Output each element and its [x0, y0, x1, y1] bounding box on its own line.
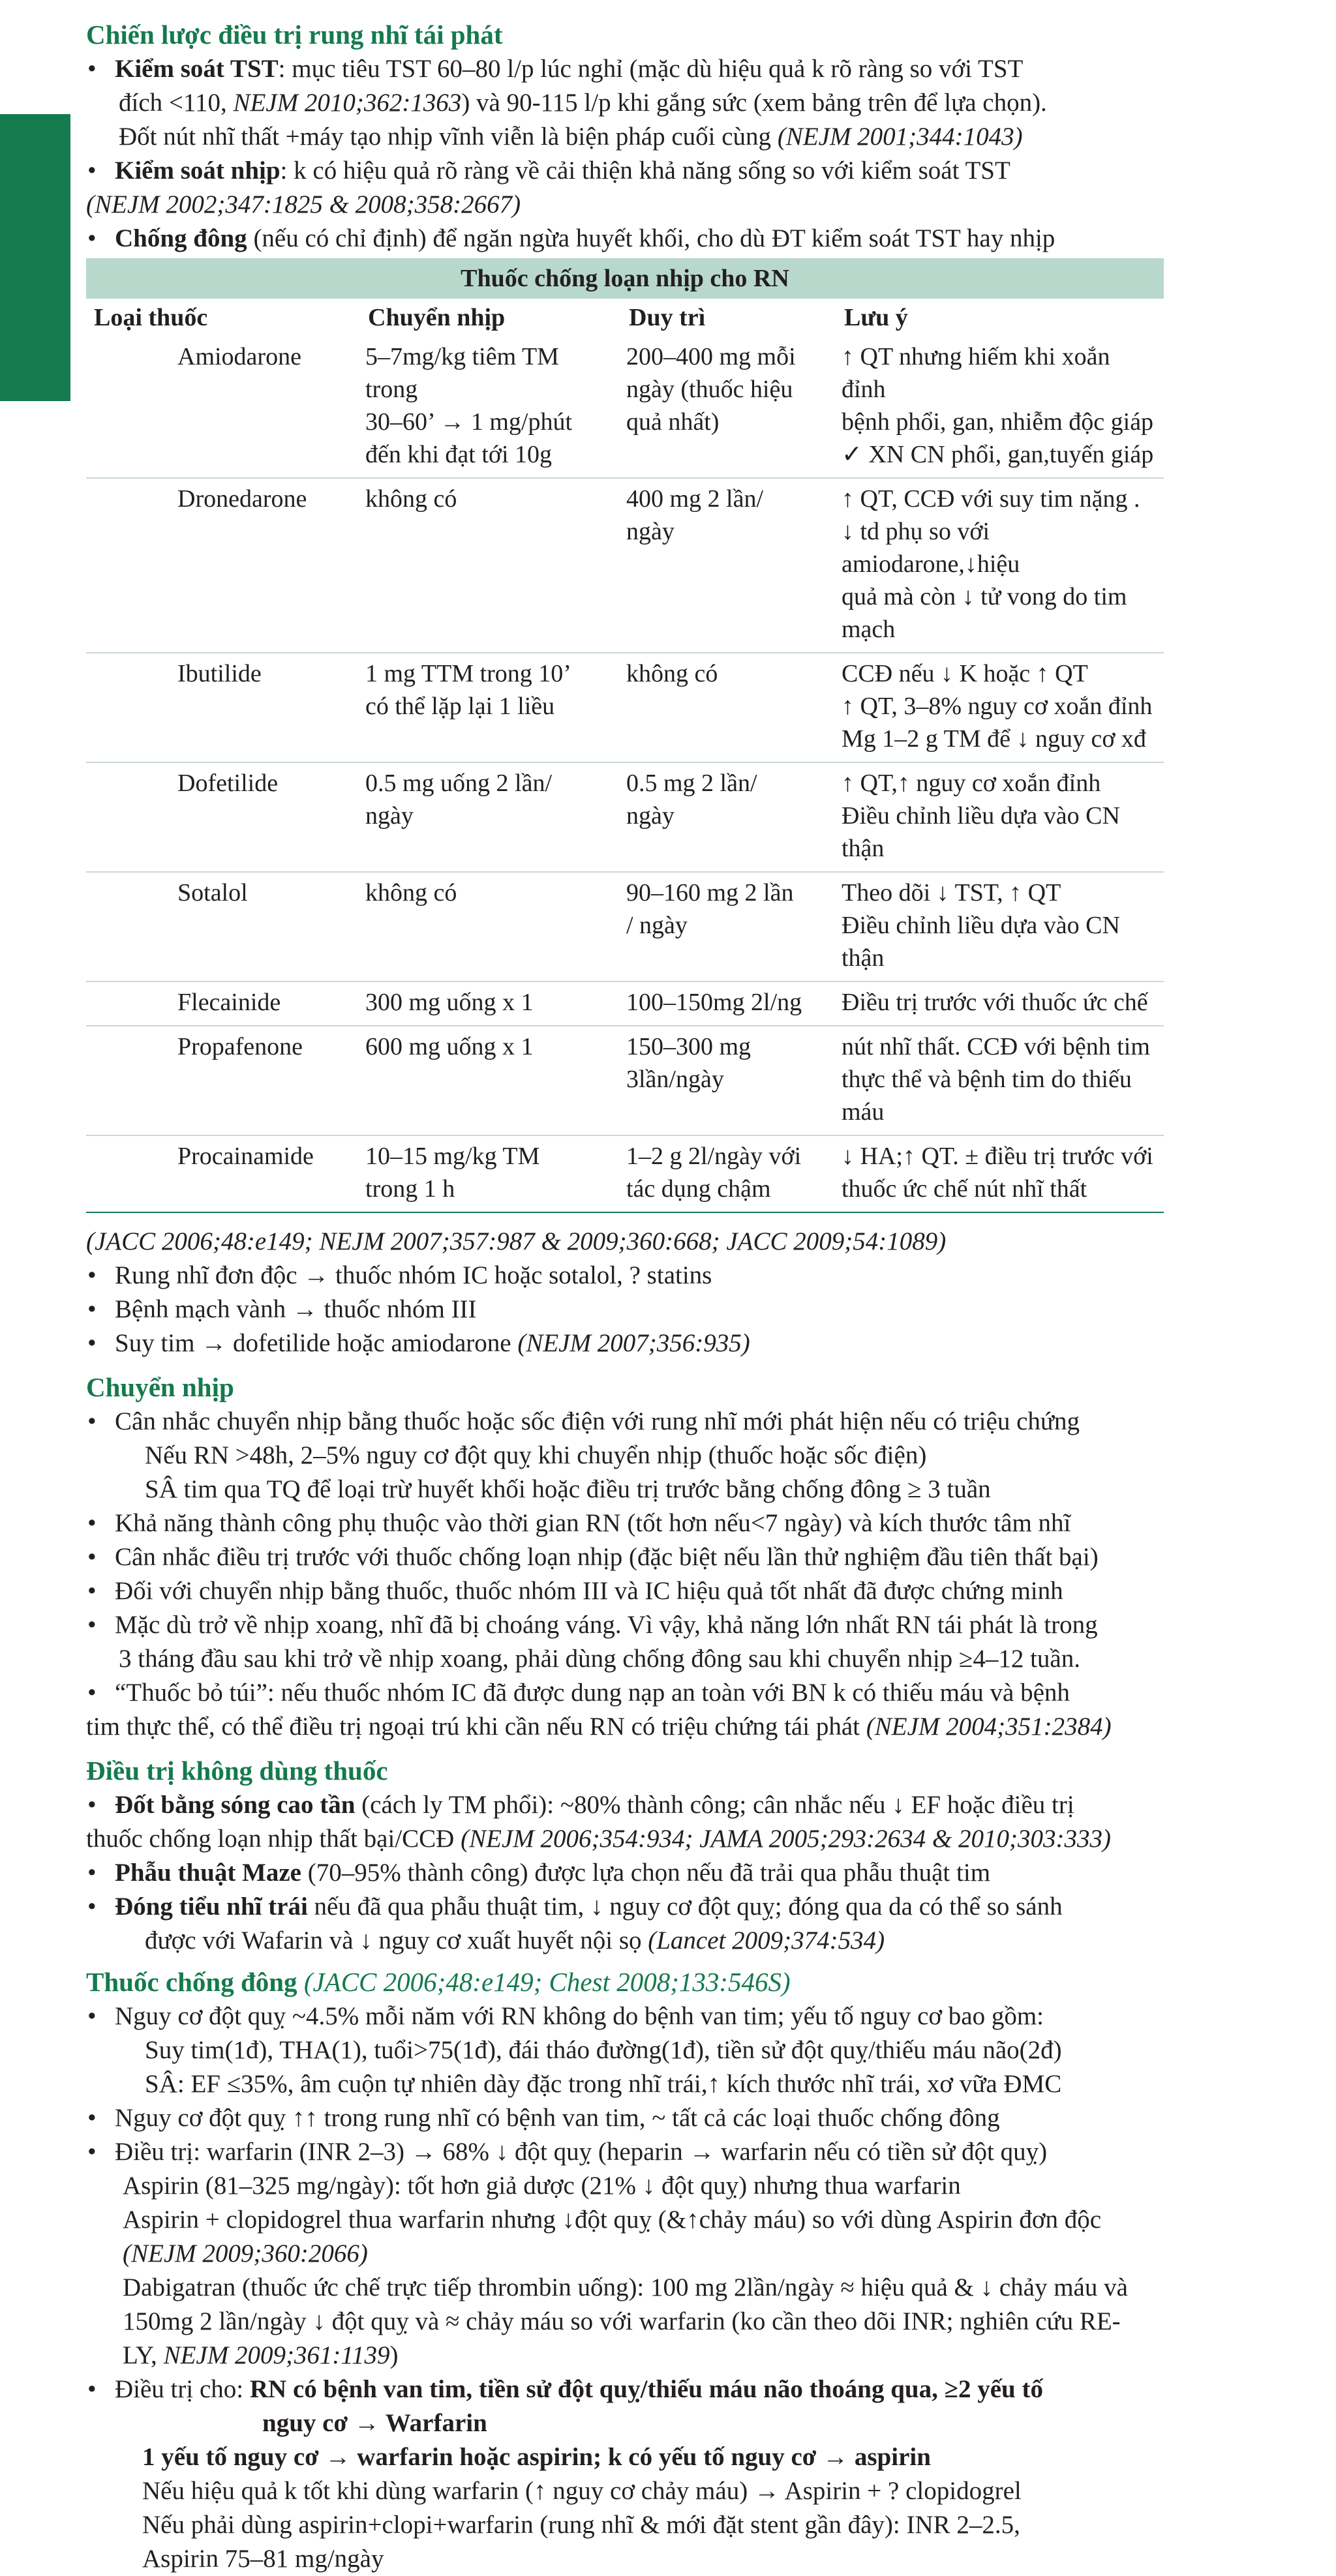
maintenance-dose: [621, 337, 836, 478]
choice-lone-af: • Rung nhĩ đơn độc → thuốc nhóm IC hoặc sotalol, ? statins: [86, 1259, 1319, 1293]
cell-line: 200–400 mg mỗi: [626, 343, 796, 370]
col-header-notes: Lưu ý: [836, 299, 1164, 337]
list-item: • Điều trị: warfarin (INR 2–3) → 68% ↓ đột quỵ (heparin → warfarin nếu có tiền sử đột quỵ): [86, 2135, 1319, 2169]
chapter-tab-marker: [0, 114, 70, 401]
col-header-conversion: Chuyển nhịp: [360, 299, 621, 337]
table-row: [86, 653, 1164, 762]
conversion-dose: [360, 653, 621, 762]
cell-line: Điều trị trước với thuốc ức chế: [842, 989, 1148, 1016]
antiarrhythmic-table: [86, 258, 1164, 1213]
list-item: • Đối với chuyển nhịp bằng thuốc, thuốc nhóm III và IC hiệu quả tốt nhất đã được chứng minh: [86, 1574, 1319, 1608]
cell-line: nút nhĩ thất. CCĐ với bệnh tim: [842, 1033, 1150, 1060]
drug-notes: [836, 1026, 1164, 1135]
cell-line: không có: [365, 485, 457, 513]
cell-line: 30–60’ → 1 mg/phút: [365, 408, 573, 436]
cell-line: 5–7mg/kg tiêm TM trong: [365, 343, 559, 403]
cell-line: 0.5 mg 2 lần/: [626, 770, 757, 797]
drug-notes: [836, 478, 1164, 653]
drug-name: Propafenone: [86, 1026, 360, 1135]
cell-line: thực thể và bệnh tim do thiếu máu: [842, 1066, 1132, 1126]
heading-cardioversion: Chuyển nhịp: [86, 1372, 234, 1402]
list-item: 1 yếu tố nguy cơ → warfarin hoặc aspirin; k có yếu tố nguy cơ → aspirin: [142, 2443, 931, 2471]
list-item: • “Thuốc bỏ túi”: nếu thuốc nhóm IC đã được dung nạp an toàn với BN k có thiếu máu và bệnh: [86, 1676, 1319, 1710]
table-row: [86, 872, 1164, 981]
av-node-ablation: Đốt nút nhĩ thất +máy tạo nhịp vĩnh viễn là biện pháp cuối cùng (NEJM 2001;344:1043): [119, 123, 1023, 151]
choice-hf: • Suy tim → dofetilide hoặc amiodarone (NEJM 2007;356:935): [86, 1326, 1319, 1360]
list-item: • Nguy cơ đột quỵ ↑↑ trong rung nhĩ có bệnh van tim, ~ tất cả các loại thuốc chống đông: [86, 2101, 1319, 2135]
cell-line: 1–2 g 2l/ngày với: [626, 1143, 802, 1170]
cell-line: 100–150mg 2l/ng: [626, 989, 802, 1016]
cell-line: ✓ XN CN phổi, gan,tuyến giáp: [842, 441, 1154, 468]
maintenance-dose: [621, 762, 836, 872]
bullet-rhythm-control: • Kiểm soát nhịp: k có hiệu quả rõ ràng về cải thiện khả năng sống so với kiểm soát TST: [86, 154, 1319, 188]
cell-line: ngày: [365, 802, 414, 830]
rhythm-control-ref: (NEJM 2002;347:1825 & 2008;358:2667): [86, 190, 521, 218]
table-row: [86, 337, 1164, 478]
list-item: Nếu RN >48h, 2–5% nguy cơ đột quỵ khi chuyển nhịp (thuốc hoặc sốc điện): [145, 1441, 927, 1469]
cell-line: ↓ HA;↑ QT. ± điều trị trước với: [842, 1143, 1153, 1170]
cell-line: 1 mg TTM trong 10’: [365, 660, 571, 687]
heading-anticoag: Thuốc chống đông (JACC 2006;48:e149; Chest 2008;133:546S): [86, 1967, 791, 1997]
cell-line: không có: [626, 660, 718, 687]
bullet-anticoag: • Chống đông (nếu có chỉ định) để ngăn ngừa huyết khối, cho dù ĐT kiểm soát TST hay nhịp: [86, 222, 1319, 256]
drug-name: Dofetilide: [86, 762, 360, 872]
drug-notes: [836, 337, 1164, 478]
cell-line: Điều chỉnh liều dựa vào CN thận: [842, 802, 1120, 862]
cell-line: 150–300 mg: [626, 1033, 752, 1060]
cell-line: quả mà còn ↓ tử vong do tim mạch: [842, 583, 1127, 643]
maintenance-dose: [621, 981, 836, 1026]
cell-line: bệnh phổi, gan, nhiễm độc giáp: [842, 408, 1154, 436]
drug-notes: [836, 653, 1164, 762]
list-item: • Khả năng thành công phụ thuộc vào thời gian RN (tốt hơn nếu<7 ngày) và kích thước tâm nhĩ: [86, 1506, 1319, 1540]
drug-name: Procainamide: [86, 1135, 360, 1212]
drug-notes: [836, 872, 1164, 981]
list-item: • Nguy cơ đột quỵ ~4.5% mỗi năm với RN không do bệnh van tim; yếu tố nguy cơ bao gồm:: [86, 1999, 1319, 2033]
cell-line: trong 1 h: [365, 1175, 455, 1203]
conversion-dose: [360, 1026, 621, 1135]
list-item: Aspirin + clopidogrel thua warfarin nhưng ↓đột quỵ (&↑chảy máu) so với dùng Aspirin đơn độc: [123, 2206, 1102, 2234]
cell-line: có thể lặp lại 1 liều: [365, 693, 555, 720]
bullet-rate-control: • Kiểm soát TST: mục tiêu TST 60–80 l/p lúc nghỉ (mặc dù hiệu quả k rõ ràng so với TST: [86, 52, 1319, 86]
table-row: [86, 762, 1164, 872]
table-references: (JACC 2006;48:e149; NEJM 2007;357:987 & 2009;360:668; JACC 2009;54:1089): [86, 1227, 947, 1255]
drug-name: Flecainide: [86, 981, 360, 1026]
col-header-drug: Loại thuốc: [86, 299, 360, 337]
cell-line: 300 mg uống x 1: [365, 989, 534, 1016]
list-item: (NEJM 2009;360:2066): [123, 2239, 368, 2268]
list-item: SÂ: EF ≤35%, âm cuộn tự nhiên dày đặc trong nhĩ trái,↑ kích thước nhĩ trái, xơ vữa ĐMC: [145, 2070, 1062, 2098]
list-item: • Cân nhắc điều trị trước với thuốc chống loạn nhịp (đặc biệt nếu lần thử nghiệm đầu tiên thất bại): [86, 1540, 1319, 1574]
cell-line: Điều chỉnh liều dựa vào CN thận: [842, 912, 1120, 972]
drug-notes: [836, 1135, 1164, 1212]
list-item: thuốc chống loạn nhịp thất bại/CCĐ (NEJM 2006;354:934; JAMA 2005;293:2634 & 2010;303:333): [86, 1825, 1111, 1853]
drug-name: Ibutilide: [86, 653, 360, 762]
table-row: [86, 981, 1164, 1026]
cell-line: / ngày: [626, 912, 688, 939]
list-item: • Điều trị cho: RN có bệnh van tim, tiền sử đột quỵ/thiếu máu não thoáng qua, ≥2 yếu tố: [86, 2373, 1319, 2406]
anticoag-list: [86, 1999, 1319, 2576]
list-item: • Phẫu thuật Maze (70–95% thành công) được lựa chọn nếu đã trải qua phẫu thuật tim: [86, 1856, 1319, 1890]
cell-line: thuốc ức chế nút nhĩ thất: [842, 1175, 1087, 1203]
choice-cad: • Bệnh mạch vành → thuốc nhóm III: [86, 1293, 1319, 1326]
table-row: [86, 1135, 1164, 1212]
table-row: [86, 478, 1164, 653]
cell-line: 0.5 mg uống 2 lần/: [365, 770, 553, 797]
table-row: [86, 1026, 1164, 1135]
list-item: Aspirin (81–325 mg/ngày): tốt hơn giả dược (21% ↓ đột quỵ) nhưng thua warfarin: [123, 2172, 961, 2200]
maintenance-dose: [621, 872, 836, 981]
cell-line: ↑ QT, 3–8% nguy cơ xoắn đỉnh: [842, 693, 1153, 720]
list-item: SÂ tim qua TQ để loại trừ huyết khối hoặc điều trị trước bằng chống đông ≥ 3 tuần: [145, 1475, 991, 1503]
cell-line: 3lần/ngày: [626, 1066, 724, 1093]
cell-line: ↓ td phụ so với amiodarone,↓hiệu: [842, 518, 1020, 578]
maintenance-dose: [621, 1026, 836, 1135]
drug-notes: [836, 762, 1164, 872]
conversion-dose: [360, 981, 621, 1026]
list-item: nguy cơ → Warfarin: [262, 2409, 487, 2437]
cell-line: Theo dõi ↓ TST, ↑ QT: [842, 879, 1061, 906]
conversion-dose: [360, 478, 621, 653]
list-item: • Đóng tiểu nhĩ trái nếu đã qua phẫu thuật tim, ↓ nguy cơ đột quỵ; đóng qua da có thể so sánh: [86, 1890, 1319, 1924]
cell-line: 10–15 mg/kg TM: [365, 1143, 540, 1170]
conversion-dose: [360, 1135, 621, 1212]
cell-line: ngày (thuốc hiệu: [626, 376, 793, 403]
cell-line: 90–160 mg 2 lần: [626, 879, 794, 906]
page-content: [86, 17, 1319, 2576]
list-item: LY, NEJM 2009;361:1139): [123, 2341, 399, 2369]
cell-line: 400 mg 2 lần/: [626, 485, 764, 513]
conversion-dose: [360, 872, 621, 981]
cell-line: ngày: [626, 518, 675, 545]
list-item: Nếu phải dùng aspirin+clopi+warfarin (rung nhĩ & mới đặt stent gần đây): INR 2–2.5,: [142, 2511, 1020, 2539]
rate-control-cont: đích <110, NEJM 2010;362:1363) và 90-115 l/p khi gắng sức (xem bảng trên để lựa chọn).: [119, 89, 1047, 117]
drug-notes: [836, 981, 1164, 1026]
maintenance-dose: [621, 478, 836, 653]
cell-line: ↑ QT, CCĐ với suy tim nặng .: [842, 485, 1140, 513]
nonpharm-list: [86, 1788, 1319, 1958]
list-item: Aspirin 75–81 mg/ngày: [142, 2545, 384, 2573]
drug-name: Sotalol: [86, 872, 360, 981]
conversion-dose: [360, 337, 621, 478]
list-item: Suy tim(1đ), THA(1), tuổi>75(1đ), đái tháo đường(1đ), tiền sử đột quỵ/thiếu máu não(2đ): [145, 2036, 1062, 2064]
list-item: 3 tháng đầu sau khi trở về nhịp xoang, phải dùng chống đông sau khi chuyển nhịp ≥4–12 tuần.: [119, 1645, 1080, 1673]
list-item: • Mặc dù trở về nhịp xoang, nhĩ đã bị choáng váng. Vì vậy, khả năng lớn nhất RN tái phát là trong: [86, 1608, 1319, 1642]
heading-strategy: Chiến lược điều trị rung nhĩ tái phát: [86, 20, 503, 50]
maintenance-dose: [621, 653, 836, 762]
cell-line: Mg 1–2 g TM để ↓ nguy cơ xđ: [842, 725, 1146, 753]
cell-line: CCĐ nếu ↓ K hoặc ↑ QT: [842, 660, 1088, 687]
list-item: Dabigatran (thuốc ức chế trực tiếp thrombin uống): 100 mg 2lần/ngày ≈ hiệu quả & ↓ chảy máu và: [123, 2273, 1128, 2301]
table-caption: Thuốc chống loạn nhịp cho RN: [86, 258, 1164, 299]
cell-line: ↑ QT,↑ nguy cơ xoắn đỉnh: [842, 770, 1101, 797]
drug-name: Dronedarone: [86, 478, 360, 653]
cell-line: đến khi đạt tới 10g: [365, 441, 553, 468]
list-item: tim thực thể, có thể điều trị ngoại trú khi cần nếu RN có triệu chứng tái phát (NEJM 2004;351:2384): [86, 1713, 1112, 1741]
drug-name: Amiodarone: [86, 337, 360, 478]
heading-nonpharm: Điều trị không dùng thuốc: [86, 1756, 388, 1786]
list-item: 150mg 2 lần/ngày ↓ đột quỵ và ≈ chảy máu so với warfarin (ko cần theo dõi INR; nghiên cứu RE-: [123, 2307, 1121, 2335]
maintenance-dose: [621, 1135, 836, 1212]
cell-line: ngày: [626, 802, 675, 830]
cell-line: không có: [365, 879, 457, 906]
cell-line: 600 mg uống x 1: [365, 1033, 534, 1060]
list-item: Nếu hiệu quả k tốt khi dùng warfarin (↑ nguy cơ chảy máu) → Aspirin + ? clopidogrel: [142, 2477, 1022, 2505]
list-item: được với Wafarin và ↓ nguy cơ xuất huyết nội sọ (Lancet 2009;374:534): [145, 1926, 885, 1954]
cell-line: tác dụng chậm: [626, 1175, 771, 1203]
list-item: • Cân nhắc chuyển nhịp bằng thuốc hoặc sốc điện với rung nhĩ mới phát hiện nếu có triệu chứng: [86, 1405, 1319, 1439]
cardioversion-list: [86, 1405, 1319, 1744]
cell-line: ↑ QT nhưng hiếm khi xoắn đỉnh: [842, 343, 1110, 403]
col-header-maintenance: Duy trì: [621, 299, 836, 337]
list-item: • Đốt bằng sóng cao tần (cách ly TM phổi): ~80% thành công; cân nhắc nếu ↓ EF hoặc điều trị: [86, 1788, 1319, 1822]
cell-line: quả nhất): [626, 408, 720, 436]
conversion-dose: [360, 762, 621, 872]
